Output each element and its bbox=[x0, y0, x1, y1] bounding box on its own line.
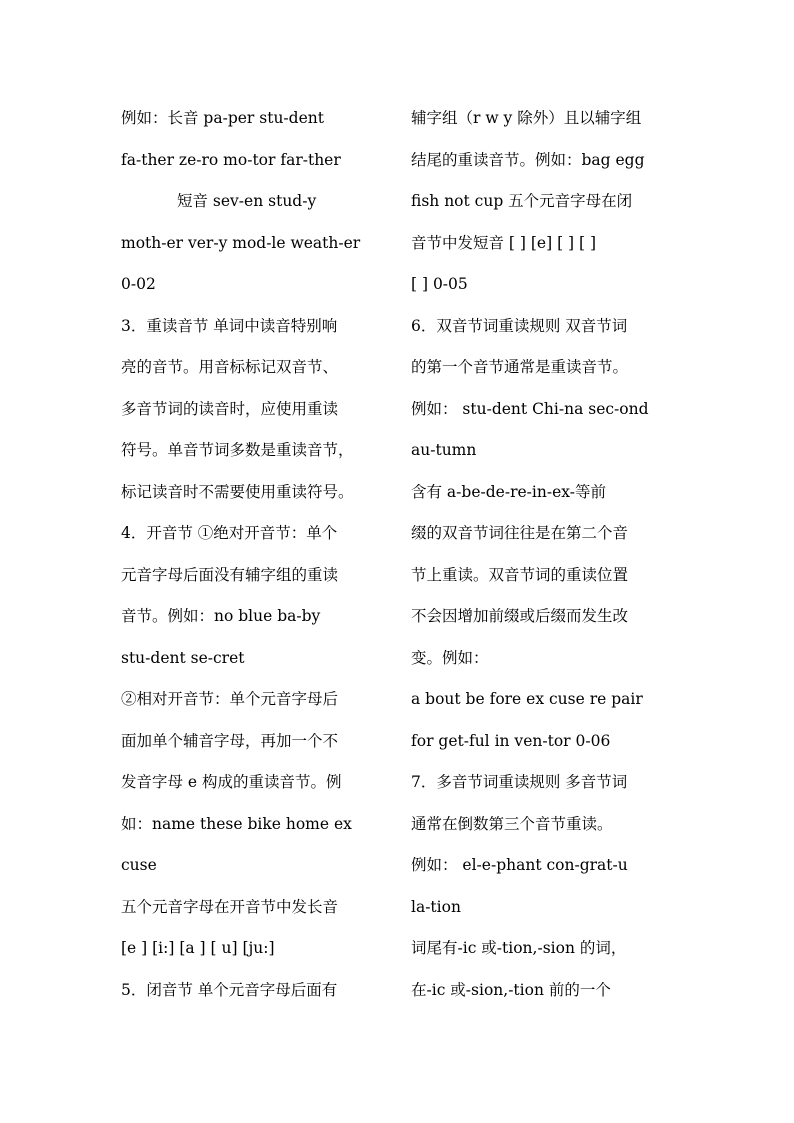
text-line: 音节中发短音 [ ] [e] [ ] [ ] bbox=[411, 233, 597, 252]
text-line: 5．闭音节 单个元音字母后面有 bbox=[121, 980, 338, 999]
text-line: stu-dent se-cret bbox=[121, 648, 245, 667]
left-column bbox=[121, 101, 396, 1014]
text-line: 在-ic 或-sion,-tion 前的一个 bbox=[411, 980, 611, 999]
text-line: 不会因增加前缀或后缀而发生改 bbox=[411, 607, 629, 625]
text-line: 缀的双音节词往往是在第二个音 bbox=[411, 524, 629, 542]
text-line: 五个元音字母在开音节中发长音 bbox=[121, 897, 339, 916]
text-line: [e ] [i:] [a ] [ u] [ju:] bbox=[121, 939, 275, 957]
text-line: 亮的音节。用音标标记双音节、 bbox=[121, 358, 339, 376]
text-line: au-tumn bbox=[411, 441, 477, 459]
text-line: la-tion bbox=[411, 897, 461, 916]
text-line: 符号。单音节词多数是重读音节， bbox=[121, 441, 354, 459]
text-line: 通常在倒数第三个音节重读。 bbox=[411, 814, 613, 833]
text-line: 7．多音节词重读规则 多音节词 bbox=[411, 773, 628, 791]
text-line: a bout be fore ex cuse re pair bbox=[411, 690, 643, 708]
text-line: 的第一个音节通常是重读音节。 bbox=[411, 358, 629, 376]
text-line: 节上重读。双音节词的重读位置 bbox=[411, 565, 629, 584]
text-line: fa-ther ze-ro mo-tor far-ther bbox=[121, 150, 341, 169]
text-line: 结尾的重读音节。例如：bag egg bbox=[411, 150, 645, 169]
text-line: [ ] 0-05 bbox=[411, 275, 468, 293]
text-line: for get-ful in ven-tor 0-06 bbox=[411, 731, 611, 750]
text-line: ②相对开音节：单个元音字母后 bbox=[121, 690, 339, 708]
text-line: 6．双音节词重读规则 双音节词 bbox=[411, 316, 628, 335]
text-line: 如：name these bike home ex bbox=[121, 814, 352, 833]
text-line: 含有 a-be-de-re-in-ex-等前 bbox=[411, 482, 606, 501]
text-line: 短音 sev-en stud-y bbox=[177, 192, 317, 210]
text-line: 4．开音节 ①绝对开音节：单个 bbox=[121, 524, 338, 542]
text-line: 面加单个辅音字母，再加一个不 bbox=[121, 731, 339, 750]
right-column bbox=[411, 101, 696, 1014]
text-line: 例如： el-e-phant con-grat-u bbox=[411, 856, 628, 874]
text-line: 标记读音时不需要使用重读符号。 bbox=[121, 482, 354, 501]
text-line: 发音字母 e 构成的重读音节。例 bbox=[121, 773, 342, 791]
text-line: 元音字母后面没有辅字组的重读 bbox=[121, 565, 339, 584]
text-line: 例如：长音 pa-per stu-dent bbox=[121, 109, 324, 127]
text-line: 例如： stu-dent Chi-na sec-ond bbox=[411, 399, 649, 418]
text-line: 音节。例如：no blue ba-by bbox=[121, 607, 321, 625]
text-line: fish not cup 五个元音字母在闭 bbox=[411, 192, 633, 210]
text-line: 变。例如： bbox=[411, 648, 489, 667]
text-line: 3．重读音节 单词中读音特别响 bbox=[121, 316, 338, 335]
text-line: 0-02 bbox=[121, 275, 156, 293]
text-line: cuse bbox=[121, 856, 157, 874]
text-line: 词尾有-ic 或-tion,-sion 的词， bbox=[411, 939, 627, 957]
text-line: moth-er ver-y mod-le weath-er bbox=[121, 233, 361, 252]
text-line: 多音节词的读音时，应使用重读 bbox=[121, 399, 339, 418]
text-line: 辅字组（r w y 除外）且以辅字组 bbox=[411, 109, 642, 127]
